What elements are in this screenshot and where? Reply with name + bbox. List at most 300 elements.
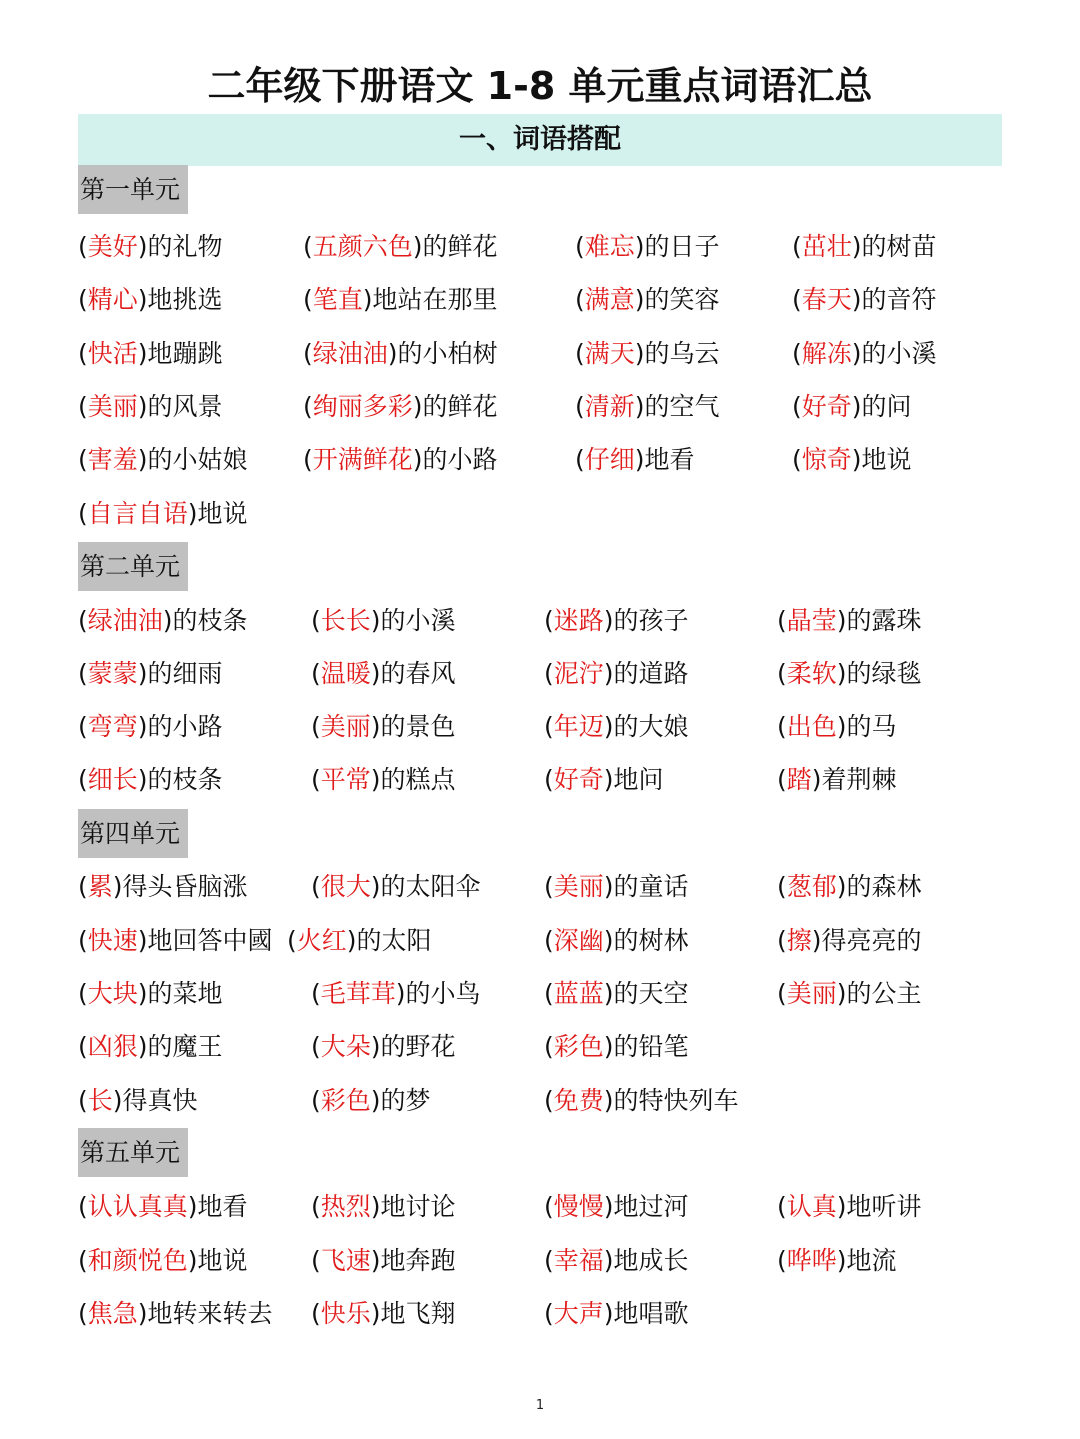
phrase-row — [0, 227, 1080, 267]
close-paren: ) — [370, 1246, 381, 1275]
close-paren: ) — [112, 1086, 123, 1115]
open-paren: ( — [311, 872, 321, 901]
open-paren: ( — [78, 1299, 88, 1328]
open-paren: ( — [777, 1192, 787, 1221]
close-paren: ) — [137, 926, 148, 955]
close-paren: ) — [836, 1192, 847, 1221]
phrase-item — [544, 1294, 689, 1334]
close-paren: ) — [811, 926, 822, 955]
close-paren: ) — [370, 1032, 381, 1061]
phrase-item — [311, 601, 456, 641]
open-paren: ( — [303, 285, 313, 314]
collocation-text: 地问 — [613, 765, 664, 794]
key-word: 美丽 — [320, 712, 371, 741]
collocation-text: 地说 — [861, 445, 912, 474]
phrase-item — [777, 867, 922, 907]
section-title-banner: 一、词语搭配 — [78, 114, 1002, 166]
close-paren: ) — [370, 765, 381, 794]
phrase-item — [777, 1241, 897, 1281]
open-paren: ( — [311, 659, 321, 688]
close-paren: ) — [362, 285, 373, 314]
open-paren: ( — [311, 979, 321, 1008]
key-word: 惊奇 — [801, 445, 852, 474]
phrase-item — [544, 1081, 739, 1121]
close-paren: ) — [634, 339, 645, 368]
phrase-item — [792, 227, 937, 267]
key-word: 长长 — [320, 606, 371, 635]
close-paren: ) — [137, 392, 148, 421]
close-paren: ) — [603, 1032, 614, 1061]
open-paren: ( — [303, 339, 313, 368]
open-paren: ( — [777, 926, 787, 955]
phrase-item — [777, 921, 922, 961]
open-paren: ( — [78, 445, 88, 474]
collocation-text: 的露珠 — [846, 606, 922, 635]
close-paren: ) — [137, 765, 148, 794]
phrase-item — [303, 334, 498, 374]
open-paren: ( — [544, 1192, 554, 1221]
collocation-text: 地说 — [197, 1246, 248, 1275]
phrase-row — [0, 1027, 1080, 1067]
phrase-item — [311, 654, 456, 694]
collocation-text: 地挑选 — [147, 285, 223, 314]
close-paren: ) — [603, 1299, 614, 1328]
collocation-text: 地讨论 — [380, 1192, 456, 1221]
open-paren: ( — [78, 339, 88, 368]
close-paren: ) — [603, 979, 614, 1008]
key-word: 美丽 — [87, 392, 138, 421]
key-word: 笔直 — [312, 285, 363, 314]
key-word: 凶狠 — [87, 1032, 138, 1061]
key-word: 彩色 — [553, 1032, 604, 1061]
phrase-row — [0, 974, 1080, 1014]
phrase-item — [78, 1081, 198, 1121]
phrase-item — [303, 440, 498, 480]
key-word: 出色 — [786, 712, 837, 741]
phrase-item — [311, 1081, 431, 1121]
close-paren: ) — [836, 872, 847, 901]
phrase-item — [544, 1241, 689, 1281]
open-paren: ( — [311, 1299, 321, 1328]
open-paren: ( — [78, 232, 88, 261]
phrase-item — [78, 387, 223, 427]
key-word: 擦 — [786, 926, 812, 955]
phrase-item — [78, 494, 248, 534]
key-word: 大声 — [553, 1299, 604, 1328]
close-paren: ) — [137, 232, 148, 261]
open-paren: ( — [544, 1032, 554, 1061]
collocation-text: 的鲜花 — [422, 392, 498, 421]
key-word: 快活 — [87, 339, 138, 368]
open-paren: ( — [78, 499, 88, 528]
open-paren: ( — [78, 872, 88, 901]
close-paren: ) — [370, 606, 381, 635]
key-word: 快速 — [87, 926, 138, 955]
open-paren: ( — [311, 1032, 321, 1061]
phrase-item — [575, 227, 720, 267]
phrase-item — [78, 974, 223, 1014]
close-paren: ) — [112, 872, 123, 901]
open-paren: ( — [544, 659, 554, 688]
close-paren: ) — [137, 712, 148, 741]
phrase-item — [544, 974, 689, 1014]
key-word: 绚丽多彩 — [312, 392, 413, 421]
collocation-text: 的小柏树 — [397, 339, 498, 368]
phrase-item — [311, 760, 456, 800]
open-paren: ( — [78, 1086, 88, 1115]
open-paren: ( — [78, 926, 88, 955]
key-word: 幸福 — [553, 1246, 604, 1275]
key-word: 美丽 — [553, 872, 604, 901]
key-word: 免费 — [553, 1086, 604, 1115]
open-paren: ( — [544, 1086, 554, 1115]
collocation-text: 的细雨 — [147, 659, 223, 688]
collocation-text: 地唱歌 — [613, 1299, 689, 1328]
phrase-row — [0, 707, 1080, 747]
close-paren: ) — [603, 712, 614, 741]
collocation-text: 的空气 — [644, 392, 720, 421]
key-word: 哗哗 — [786, 1246, 837, 1275]
open-paren: ( — [78, 659, 88, 688]
collocation-text: 地流 — [846, 1246, 897, 1275]
phrase-item — [777, 707, 897, 747]
open-paren: ( — [544, 979, 554, 1008]
phrase-row — [0, 387, 1080, 427]
collocation-text: 的小路 — [422, 445, 498, 474]
collocation-text: 的日子 — [644, 232, 720, 261]
unit-header: 第五单元 — [78, 1128, 188, 1177]
close-paren: ) — [634, 392, 645, 421]
open-paren: ( — [575, 445, 585, 474]
phrase-item — [78, 440, 248, 480]
close-paren: ) — [187, 499, 198, 528]
phrase-item — [78, 280, 223, 320]
open-paren: ( — [777, 606, 787, 635]
close-paren: ) — [187, 1192, 198, 1221]
open-paren: ( — [311, 712, 321, 741]
collocation-text: 的梦 — [380, 1086, 431, 1115]
phrase-item — [544, 1187, 689, 1227]
collocation-text: 的鲜花 — [422, 232, 498, 261]
close-paren: ) — [836, 712, 847, 741]
key-word: 美丽 — [786, 979, 837, 1008]
phrase-row — [0, 867, 1080, 907]
key-word: 累 — [87, 872, 113, 901]
collocation-text: 的道路 — [613, 659, 689, 688]
phrase-item — [78, 654, 223, 694]
close-paren: ) — [187, 1246, 198, 1275]
key-word: 大块 — [87, 979, 138, 1008]
phrase-item — [311, 707, 456, 747]
collocation-text: 的笑容 — [644, 285, 720, 314]
phrase-item — [544, 707, 689, 747]
close-paren: ) — [346, 926, 357, 955]
phrase-item — [78, 921, 273, 961]
collocation-text: 的枝条 — [172, 606, 248, 635]
open-paren: ( — [777, 872, 787, 901]
key-word: 火红 — [296, 926, 347, 955]
phrase-item — [792, 334, 937, 374]
open-paren: ( — [544, 712, 554, 741]
close-paren: ) — [603, 872, 614, 901]
collocation-text: 的森林 — [846, 872, 922, 901]
key-word: 柔软 — [786, 659, 837, 688]
collocation-text: 着荆棘 — [821, 765, 897, 794]
collocation-text: 的魔王 — [147, 1032, 223, 1061]
open-paren: ( — [777, 1246, 787, 1275]
phrase-row — [0, 494, 1080, 534]
phrase-item — [311, 867, 481, 907]
phrase-item — [544, 921, 689, 961]
open-paren: ( — [777, 979, 787, 1008]
collocation-text: 地奔跑 — [380, 1246, 456, 1275]
phrase-item — [311, 1027, 456, 1067]
close-paren: ) — [836, 979, 847, 1008]
phrase-item — [792, 440, 912, 480]
phrase-item — [303, 387, 498, 427]
collocation-text: 得头昏脑涨 — [122, 872, 248, 901]
close-paren: ) — [603, 926, 614, 955]
phrase-item — [303, 227, 498, 267]
phrase-row — [0, 921, 1080, 961]
phrase-row — [0, 1187, 1080, 1227]
phrase-item — [575, 387, 720, 427]
close-paren: ) — [412, 232, 423, 261]
key-word: 彩色 — [320, 1086, 371, 1115]
close-paren: ) — [851, 445, 862, 474]
phrase-item — [777, 760, 897, 800]
collocation-text: 的礼物 — [147, 232, 223, 261]
key-word: 满意 — [584, 285, 635, 314]
key-word: 蓝蓝 — [553, 979, 604, 1008]
close-paren: ) — [603, 606, 614, 635]
phrase-item — [78, 1294, 273, 1334]
phrase-item — [777, 654, 922, 694]
collocation-text: 的绿毯 — [846, 659, 922, 688]
close-paren: ) — [836, 1246, 847, 1275]
phrase-item — [777, 601, 922, 641]
key-word: 好奇 — [801, 392, 852, 421]
open-paren: ( — [311, 1192, 321, 1221]
open-paren: ( — [544, 765, 554, 794]
collocation-text: 的树林 — [613, 926, 689, 955]
key-word: 和颜悦色 — [87, 1246, 188, 1275]
key-word: 飞速 — [320, 1246, 371, 1275]
key-word: 平常 — [320, 765, 371, 794]
key-word: 自言自语 — [87, 499, 188, 528]
collocation-text: 的风景 — [147, 392, 223, 421]
collocation-text: 的小溪 — [861, 339, 937, 368]
open-paren: ( — [78, 1246, 88, 1275]
open-paren: ( — [575, 232, 585, 261]
close-paren: ) — [603, 659, 614, 688]
key-word: 害羞 — [87, 445, 138, 474]
phrase-item — [311, 974, 481, 1014]
collocation-text: 地蹦跳 — [147, 339, 223, 368]
close-paren: ) — [137, 285, 148, 314]
open-paren: ( — [303, 445, 313, 474]
collocation-text: 地站在那里 — [372, 285, 498, 314]
key-word: 很大 — [320, 872, 371, 901]
key-word: 葱郁 — [786, 872, 837, 901]
collocation-text: 的公主 — [846, 979, 922, 1008]
open-paren: ( — [303, 232, 313, 261]
close-paren: ) — [851, 232, 862, 261]
phrase-item — [544, 760, 664, 800]
close-paren: ) — [836, 606, 847, 635]
page-number: 1 — [535, 1398, 545, 1413]
open-paren: ( — [78, 392, 88, 421]
open-paren: ( — [78, 712, 88, 741]
phrase-row — [0, 601, 1080, 641]
collocation-text: 的糕点 — [380, 765, 456, 794]
phrase-row — [0, 1081, 1080, 1121]
open-paren: ( — [777, 659, 787, 688]
key-word: 弯弯 — [87, 712, 138, 741]
phrase-row — [0, 1241, 1080, 1281]
phrase-item — [311, 1241, 456, 1281]
close-paren: ) — [370, 712, 381, 741]
close-paren: ) — [137, 445, 148, 474]
unit-header: 第四单元 — [78, 809, 188, 858]
close-paren: ) — [162, 606, 173, 635]
phrase-row — [0, 334, 1080, 374]
close-paren: ) — [137, 1032, 148, 1061]
close-paren: ) — [634, 232, 645, 261]
phrase-row — [0, 280, 1080, 320]
key-word: 大朵 — [320, 1032, 371, 1061]
collocation-text: 的枝条 — [147, 765, 223, 794]
key-word: 认认真真 — [87, 1192, 188, 1221]
key-word: 长 — [87, 1086, 113, 1115]
collocation-text: 得真快 — [122, 1086, 198, 1115]
phrase-item — [792, 387, 912, 427]
open-paren: ( — [303, 392, 313, 421]
close-paren: ) — [370, 872, 381, 901]
open-paren: ( — [78, 765, 88, 794]
collocation-text: 的小鸟 — [405, 979, 481, 1008]
phrase-item — [303, 280, 498, 320]
open-paren: ( — [78, 1192, 88, 1221]
key-word: 年迈 — [553, 712, 604, 741]
collocation-text: 地看 — [197, 1192, 248, 1221]
open-paren: ( — [544, 606, 554, 635]
phrase-item — [575, 440, 695, 480]
collocation-text: 的大娘 — [613, 712, 689, 741]
key-word: 蒙蒙 — [87, 659, 138, 688]
open-paren: ( — [544, 872, 554, 901]
phrase-item — [544, 867, 689, 907]
open-paren: ( — [544, 1299, 554, 1328]
open-paren: ( — [311, 765, 321, 794]
open-paren: ( — [575, 392, 585, 421]
collocation-text: 地回答中國 — [147, 926, 273, 955]
collocation-text: 的童话 — [613, 872, 689, 901]
collocation-text: 的铅笔 — [613, 1032, 689, 1061]
collocation-text: 的乌云 — [644, 339, 720, 368]
close-paren: ) — [412, 445, 423, 474]
phrase-row — [0, 760, 1080, 800]
key-word: 绿油油 — [87, 606, 163, 635]
open-paren: ( — [544, 1246, 554, 1275]
close-paren: ) — [603, 1086, 614, 1115]
close-paren: ) — [137, 979, 148, 1008]
key-word: 毛茸茸 — [320, 979, 396, 1008]
collocation-text: 的树苗 — [861, 232, 937, 261]
phrase-item — [78, 1187, 248, 1227]
key-word: 踏 — [786, 765, 812, 794]
phrase-item — [78, 601, 248, 641]
unit-header: 第二单元 — [78, 542, 188, 591]
key-word: 茁壮 — [801, 232, 852, 261]
phrase-item — [311, 1294, 456, 1334]
phrase-item — [575, 334, 720, 374]
open-paren: ( — [78, 606, 88, 635]
key-word: 美好 — [87, 232, 138, 261]
open-paren: ( — [575, 339, 585, 368]
collocation-text: 地转来转去 — [147, 1299, 273, 1328]
open-paren: ( — [792, 285, 802, 314]
collocation-text: 地飞翔 — [380, 1299, 456, 1328]
open-paren: ( — [792, 445, 802, 474]
key-word: 清新 — [584, 392, 635, 421]
collocation-text: 的小溪 — [380, 606, 456, 635]
phrase-item — [78, 760, 223, 800]
phrase-item — [575, 280, 720, 320]
collocation-text: 地过河 — [613, 1192, 689, 1221]
open-paren: ( — [544, 926, 554, 955]
close-paren: ) — [634, 285, 645, 314]
collocation-text: 地说 — [197, 499, 248, 528]
collocation-text: 的特快列车 — [613, 1086, 739, 1115]
collocation-text: 的春风 — [380, 659, 456, 688]
phrase-item — [544, 654, 689, 694]
collocation-text: 的野花 — [380, 1032, 456, 1061]
key-word: 迷路 — [553, 606, 604, 635]
phrase-item — [544, 1027, 689, 1067]
collocation-text: 的太阳伞 — [380, 872, 481, 901]
close-paren: ) — [851, 285, 862, 314]
collocation-text: 的小姑娘 — [147, 445, 248, 474]
close-paren: ) — [395, 979, 406, 1008]
key-word: 热烈 — [320, 1192, 371, 1221]
collocation-text: 的音符 — [861, 285, 937, 314]
open-paren: ( — [777, 765, 787, 794]
phrase-row — [0, 1294, 1080, 1334]
phrase-item — [777, 1187, 922, 1227]
close-paren: ) — [370, 1086, 381, 1115]
open-paren: ( — [78, 1032, 88, 1061]
close-paren: ) — [370, 1192, 381, 1221]
phrase-item — [78, 1027, 223, 1067]
page-title: 二年级下册语文 1-8 单元重点词语汇总 — [207, 64, 873, 108]
collocation-text: 的天空 — [613, 979, 689, 1008]
collocation-text: 地听讲 — [846, 1192, 922, 1221]
close-paren: ) — [370, 1299, 381, 1328]
close-paren: ) — [387, 339, 398, 368]
key-word: 快乐 — [320, 1299, 371, 1328]
collocation-text: 的菜地 — [147, 979, 223, 1008]
key-word: 晶莹 — [786, 606, 837, 635]
close-paren: ) — [851, 392, 862, 421]
close-paren: ) — [137, 1299, 148, 1328]
collocation-text: 的太阳 — [356, 926, 432, 955]
close-paren: ) — [811, 765, 822, 794]
close-paren: ) — [836, 659, 847, 688]
collocation-text: 的马 — [846, 712, 897, 741]
phrase-item — [544, 601, 689, 641]
collocation-text: 的小路 — [147, 712, 223, 741]
